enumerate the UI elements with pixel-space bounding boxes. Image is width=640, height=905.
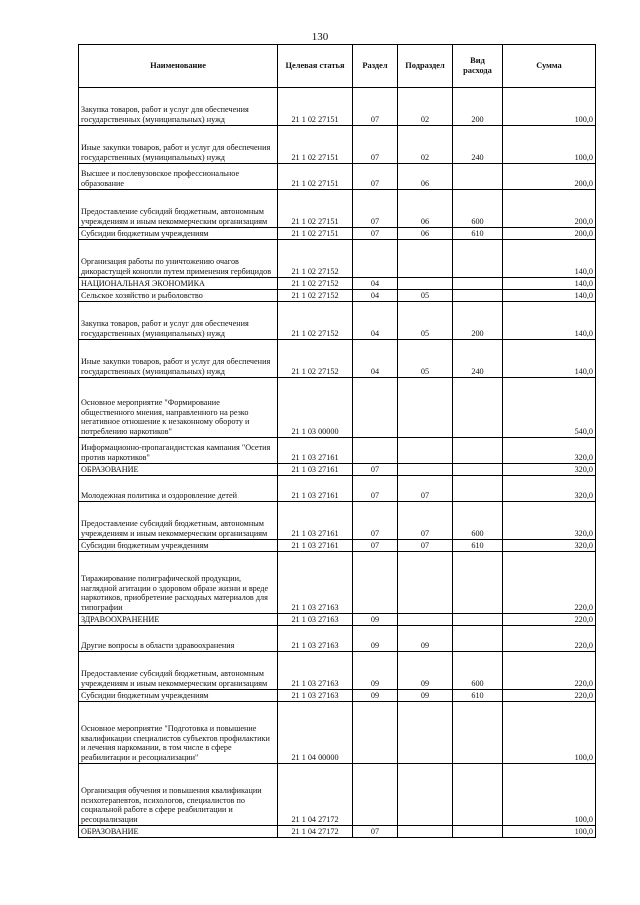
header-amount: Сумма — [503, 45, 596, 88]
table-cell-amount: 140,0 — [503, 278, 596, 290]
table-cell-section — [353, 240, 398, 278]
table-cell-name: Сельское хозяйство и рыболовство — [79, 290, 278, 302]
table-cell-amount: 100,0 — [503, 702, 596, 764]
header-subsection: Подраздел — [398, 45, 453, 88]
table-cell-name: ОБРАЗОВАНИЕ — [79, 464, 278, 476]
table-cell-section: 09 — [353, 690, 398, 702]
table-cell-subsection: 02 — [398, 126, 453, 164]
table-cell-target: 21 1 02 27152 — [278, 290, 353, 302]
table-cell-name: Основное мероприятие "Формирование общественного мнения, направленного на резко негативное отношение к незаконному обороту и потреблению наркотиков" — [79, 378, 278, 438]
table-cell-expense-type: 610 — [453, 540, 503, 552]
table-cell-subsection: 09 — [398, 690, 453, 702]
table-cell-subsection — [398, 240, 453, 278]
table-row — [79, 626, 596, 652]
table-cell-expense-type — [453, 626, 503, 652]
budget-table — [78, 44, 596, 838]
table-cell-section: 09 — [353, 652, 398, 690]
table-cell-section: 07 — [353, 88, 398, 126]
header-expense-type: Вид расхода — [453, 45, 503, 88]
table-cell-subsection — [398, 764, 453, 826]
table-cell-target: 21 1 02 27151 — [278, 88, 353, 126]
table-cell-amount: 320,0 — [503, 502, 596, 540]
table-cell-subsection: 05 — [398, 290, 453, 302]
table-cell-section: 07 — [353, 228, 398, 240]
table-cell-section: 07 — [353, 540, 398, 552]
table-row — [79, 164, 596, 190]
table-cell-amount: 100,0 — [503, 126, 596, 164]
table-cell-name: Информационно-пропагандистская кампания "Осетия против наркотиков" — [79, 438, 278, 464]
table-row — [79, 552, 596, 614]
table-cell-section: 04 — [353, 302, 398, 340]
table-cell-subsection: 05 — [398, 302, 453, 340]
table-cell-expense-type: 600 — [453, 190, 503, 228]
header-target: Целевая статья — [278, 45, 353, 88]
table-cell-amount: 140,0 — [503, 302, 596, 340]
table-row — [79, 652, 596, 690]
table-cell-section — [353, 702, 398, 764]
table-row — [79, 88, 596, 126]
table-row — [79, 290, 596, 302]
table-cell-expense-type — [453, 240, 503, 278]
header-row — [79, 45, 596, 88]
table-cell-subsection: 09 — [398, 652, 453, 690]
table-cell-section: 07 — [353, 476, 398, 502]
table-cell-subsection — [398, 438, 453, 464]
table-cell-target: 21 1 03 27163 — [278, 690, 353, 702]
table-cell-expense-type: 600 — [453, 652, 503, 690]
table-cell-section: 07 — [353, 502, 398, 540]
table-cell-subsection — [398, 278, 453, 290]
table-row — [79, 502, 596, 540]
table-cell-target: 21 1 03 27161 — [278, 438, 353, 464]
table-cell-amount: 220,0 — [503, 652, 596, 690]
table-cell-amount: 220,0 — [503, 626, 596, 652]
table-cell-target: 21 1 02 27151 — [278, 126, 353, 164]
table-cell-subsection — [398, 464, 453, 476]
table-cell-subsection: 07 — [398, 476, 453, 502]
table-cell-target: 21 1 03 27163 — [278, 552, 353, 614]
table-cell-expense-type — [453, 476, 503, 502]
table-cell-subsection: 06 — [398, 164, 453, 190]
header-name: Наименование — [79, 45, 278, 88]
table-cell-name: Субсидии бюджетным учреждениям — [79, 228, 278, 240]
table-cell-name: Организация обучения и повышения квалификации психотерапевтов, психологов, специалистов по социальной работе в сфере реабилитации и ресоциализации — [79, 764, 278, 826]
table-cell-expense-type: 240 — [453, 126, 503, 164]
table-cell-amount: 320,0 — [503, 476, 596, 502]
table-cell-amount: 140,0 — [503, 340, 596, 378]
table-cell-section — [353, 764, 398, 826]
table-cell-expense-type: 610 — [453, 690, 503, 702]
table-cell-subsection: 09 — [398, 626, 453, 652]
table-row — [79, 340, 596, 378]
table-cell-name: Субсидии бюджетным учреждениям — [79, 690, 278, 702]
table-cell-subsection: 05 — [398, 340, 453, 378]
table-cell-target: 21 1 02 27152 — [278, 302, 353, 340]
table-cell-amount: 320,0 — [503, 464, 596, 476]
header-section: Раздел — [353, 45, 398, 88]
table-cell-name: Организация работы по уничтожению очагов дикорастущей конопли путем применения гербицидов — [79, 240, 278, 278]
table-row — [79, 614, 596, 626]
table-cell-subsection: 06 — [398, 190, 453, 228]
table-cell-name: Закупка товаров, работ и услуг для обеспечения государственных (муниципальных) нужд — [79, 88, 278, 126]
table-row — [79, 540, 596, 552]
table-row — [79, 826, 596, 838]
table-cell-name: Высшее и послевузовское профессиональное образование — [79, 164, 278, 190]
table-cell-name: Иные закупки товаров, работ и услуг для обеспечения государственных (муниципальных) нужд — [79, 340, 278, 378]
table-cell-amount: 100,0 — [503, 88, 596, 126]
table-cell-subsection: 07 — [398, 502, 453, 540]
table-cell-section: 07 — [353, 126, 398, 164]
table-cell-target: 21 1 04 27172 — [278, 826, 353, 838]
table-cell-expense-type: 240 — [453, 340, 503, 378]
table-cell-name: ЗДРАВООХРАНЕНИЕ — [79, 614, 278, 626]
table-cell-subsection: 06 — [398, 228, 453, 240]
table-cell-subsection — [398, 378, 453, 438]
table-cell-expense-type: 610 — [453, 228, 503, 240]
table-row — [79, 240, 596, 278]
table-cell-amount: 140,0 — [503, 290, 596, 302]
table-cell-target: 21 1 02 27152 — [278, 340, 353, 378]
table-cell-target: 21 1 02 27151 — [278, 190, 353, 228]
table-cell-section — [353, 438, 398, 464]
table-cell-expense-type — [453, 614, 503, 626]
table-cell-name: Закупка товаров, работ и услуг для обеспечения государственных (муниципальных) нужд — [79, 302, 278, 340]
table-cell-name: Основное мероприятие "Подготовка и повышение квалификации специалистов субъектов профилактики и лечения наркомании, в том числе в сфере реабилитации и ресоциализации" — [79, 702, 278, 764]
table-cell-section: 07 — [353, 164, 398, 190]
table-cell-name: Тиражирование полиграфической продукции, наглядной агитации о здоровом образе жизни и вреде наркотиков, приобретение расходных материалов для типографии — [79, 552, 278, 614]
table-cell-amount: 320,0 — [503, 540, 596, 552]
table-cell-amount: 200,0 — [503, 228, 596, 240]
table-cell-expense-type: 200 — [453, 302, 503, 340]
table-cell-target: 21 1 02 27151 — [278, 164, 353, 190]
table-cell-name: Предоставление субсидий бюджетным, автономным учреждениям и иным некоммерческим организациям — [79, 502, 278, 540]
table-cell-subsection — [398, 826, 453, 838]
table-row — [79, 764, 596, 826]
table-cell-name: Предоставление субсидий бюджетным, автономным учреждениям и иным некоммерческим организациям — [79, 652, 278, 690]
table-row — [79, 438, 596, 464]
table-row — [79, 690, 596, 702]
table-cell-name: Иные закупки товаров, работ и услуг для обеспечения государственных (муниципальных) нужд — [79, 126, 278, 164]
table-cell-subsection — [398, 614, 453, 626]
table-cell-target: 21 1 04 00000 — [278, 702, 353, 764]
table-cell-name: Предоставление субсидий бюджетным, автономным учреждениям и иным некоммерческим организациям — [79, 190, 278, 228]
table-cell-amount: 320,0 — [503, 438, 596, 464]
table-cell-expense-type — [453, 552, 503, 614]
table-row — [79, 702, 596, 764]
table-cell-section: 09 — [353, 614, 398, 626]
table-cell-expense-type — [453, 438, 503, 464]
table-cell-amount: 220,0 — [503, 614, 596, 626]
table-cell-expense-type — [453, 290, 503, 302]
table-row — [79, 228, 596, 240]
table-cell-subsection: 07 — [398, 540, 453, 552]
table-cell-subsection: 02 — [398, 88, 453, 126]
table-row — [79, 378, 596, 438]
table-cell-target: 21 1 04 27172 — [278, 764, 353, 826]
table-cell-subsection — [398, 702, 453, 764]
table-cell-expense-type — [453, 278, 503, 290]
table-cell-expense-type — [453, 164, 503, 190]
table-cell-section: 04 — [353, 278, 398, 290]
table-cell-target: 21 1 03 27163 — [278, 652, 353, 690]
table-cell-target: 21 1 02 27151 — [278, 228, 353, 240]
table-cell-section: 04 — [353, 290, 398, 302]
table-cell-amount: 200,0 — [503, 164, 596, 190]
table-cell-target: 21 1 02 27152 — [278, 278, 353, 290]
table-cell-target: 21 1 03 00000 — [278, 378, 353, 438]
table-cell-expense-type — [453, 764, 503, 826]
table-cell-expense-type — [453, 702, 503, 764]
table-cell-target: 21 1 03 27161 — [278, 502, 353, 540]
table-cell-amount: 140,0 — [503, 240, 596, 278]
table-row — [79, 476, 596, 502]
table-cell-name: Субсидии бюджетным учреждениям — [79, 540, 278, 552]
table-cell-target: 21 1 03 27163 — [278, 614, 353, 626]
table-cell-name: НАЦИОНАЛЬНАЯ ЭКОНОМИКА — [79, 278, 278, 290]
table-cell-section — [353, 378, 398, 438]
table-cell-section: 09 — [353, 626, 398, 652]
table-cell-amount: 540,0 — [503, 378, 596, 438]
table-cell-section: 07 — [353, 826, 398, 838]
table-cell-name: ОБРАЗОВАНИЕ — [79, 826, 278, 838]
table-cell-subsection — [398, 552, 453, 614]
table-cell-expense-type — [453, 378, 503, 438]
table-cell-section: 07 — [353, 464, 398, 476]
table-cell-section: 04 — [353, 340, 398, 378]
table-cell-amount: 100,0 — [503, 826, 596, 838]
table-cell-section — [353, 552, 398, 614]
table-cell-expense-type — [453, 826, 503, 838]
table-row — [79, 302, 596, 340]
table-cell-amount: 220,0 — [503, 552, 596, 614]
table-cell-expense-type: 200 — [453, 88, 503, 126]
table-cell-section: 07 — [353, 190, 398, 228]
table-cell-amount: 200,0 — [503, 190, 596, 228]
table-row — [79, 464, 596, 476]
table-row — [79, 278, 596, 290]
table-cell-expense-type — [453, 464, 503, 476]
table-cell-target: 21 1 03 27161 — [278, 540, 353, 552]
table-cell-target: 21 1 03 27161 — [278, 476, 353, 502]
table-row — [79, 126, 596, 164]
table-cell-amount: 220,0 — [503, 690, 596, 702]
page-number: 130 — [311, 31, 329, 43]
table-cell-name: Другие вопросы в области здравоохранения — [79, 626, 278, 652]
table-cell-expense-type: 600 — [453, 502, 503, 540]
table-cell-target: 21 1 03 27163 — [278, 626, 353, 652]
table-row — [79, 190, 596, 228]
table-cell-name: Молодежная политика и оздоровление детей — [79, 476, 278, 502]
table-cell-target: 21 1 02 27152 — [278, 240, 353, 278]
table-cell-amount: 100,0 — [503, 764, 596, 826]
table-cell-target: 21 1 03 27161 — [278, 464, 353, 476]
